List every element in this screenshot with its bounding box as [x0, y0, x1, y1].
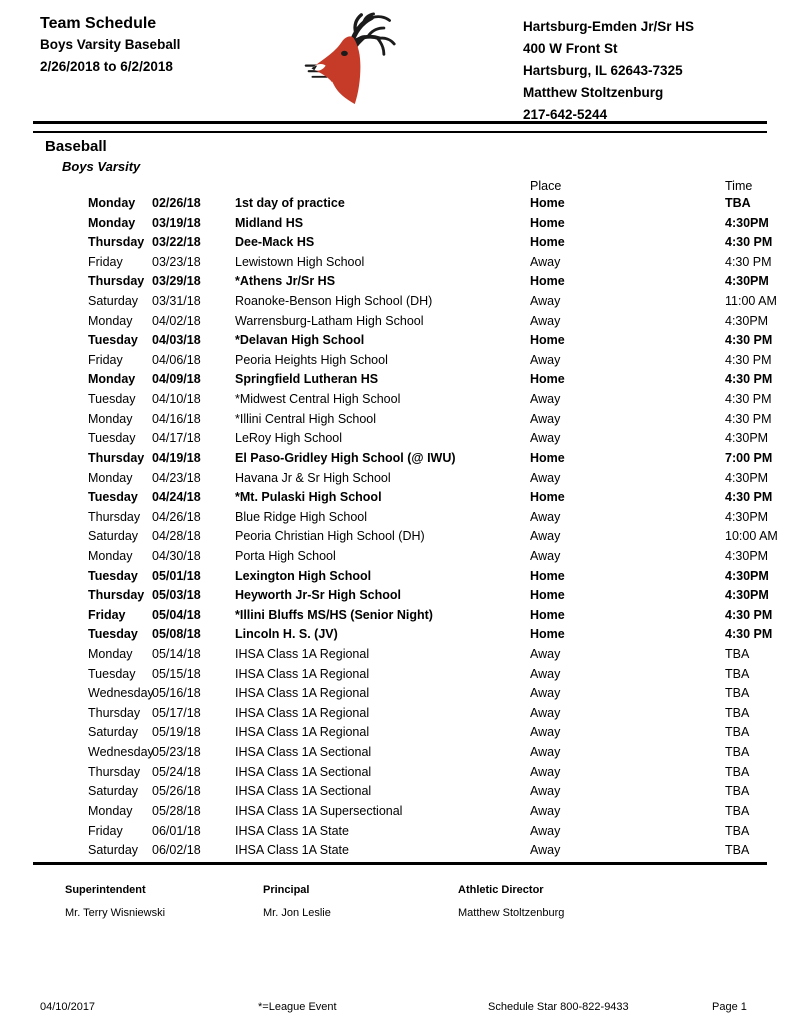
row-day: Saturday [88, 843, 139, 858]
row-place: Home [530, 490, 565, 505]
row-date: 05/15/18 [152, 666, 201, 681]
row-day: Monday [88, 647, 133, 662]
row-opponent: 1st day of practice [235, 196, 345, 210]
table-row [88, 743, 778, 763]
row-opponent: Lexington High School [235, 568, 372, 583]
row-date: 05/16/18 [152, 686, 201, 701]
row-day: Monday [88, 411, 133, 426]
table-row [88, 429, 778, 449]
table-row [88, 292, 778, 312]
row-time: 4:30 PM [725, 392, 772, 407]
row-place: Away [530, 352, 561, 367]
row-time: 4:30PM [725, 215, 769, 230]
row-opponent: Peoria Christian High School (DH) [235, 529, 425, 544]
row-time: 4:30PM [725, 274, 769, 289]
row-date: 05/24/18 [152, 764, 201, 779]
row-date: 05/19/18 [152, 725, 201, 740]
row-day: Tuesday [88, 431, 136, 446]
row-day: Friday [88, 254, 123, 269]
row-day: Saturday [88, 529, 139, 544]
row-date: 06/02/18 [152, 843, 201, 858]
league-event-legend: *=League Event [258, 1001, 337, 1013]
row-place: Away [530, 666, 561, 681]
row-opponent: IHSA Class 1A Regional [235, 686, 370, 701]
row-time: TBA [725, 666, 750, 681]
row-time: 7:00 PM [725, 450, 773, 465]
school-phone: 217-642-5244 [523, 107, 608, 122]
table-row [88, 822, 778, 842]
row-date: 05/04/18 [152, 607, 201, 622]
row-opponent: IHSA Class 1A Sectional [235, 784, 372, 799]
row-day: Tuesday [88, 627, 138, 642]
header-team-block [40, 13, 180, 78]
row-time: TBA [725, 784, 750, 799]
row-day: Thursday [88, 588, 145, 603]
page-title: Team Schedule [40, 15, 157, 32]
row-day: Monday [88, 803, 133, 818]
row-opponent: *Delavan High School [235, 333, 365, 348]
table-row [88, 782, 778, 802]
row-date: 04/28/18 [152, 529, 201, 544]
table-row [88, 841, 778, 861]
row-opponent: Roanoke-Benson High School (DH) [235, 294, 433, 309]
row-day: Thursday [88, 274, 145, 289]
staff-name: Matthew Stoltzenburg [458, 907, 565, 919]
table-row [88, 214, 778, 234]
row-time: TBA [725, 705, 750, 720]
table-row [88, 586, 778, 606]
row-opponent: *Mt. Pulaski High School [235, 490, 382, 505]
row-day: Thursday [88, 450, 145, 465]
table-row [88, 469, 778, 489]
school-city-state-zip: Hartsburg, IL 62643-7325 [523, 63, 683, 78]
school-name: Hartsburg-Emden Jr/Sr HS [523, 19, 695, 34]
row-place: Home [530, 372, 565, 387]
row-place: Away [530, 313, 561, 328]
row-opponent: Heyworth Jr-Sr High School [235, 588, 401, 603]
row-place: Home [530, 568, 565, 583]
table-row [88, 704, 778, 724]
header-school-block [523, 16, 694, 126]
row-place: Home [530, 627, 565, 642]
row-time: 4:30 PM [725, 490, 773, 505]
table-row [88, 351, 778, 371]
staff-superintendent [65, 884, 165, 919]
row-opponent: IHSA Class 1A Regional [235, 705, 370, 720]
staff-title: Principal [263, 884, 310, 896]
stag-mascot-icon [303, 12, 399, 106]
row-date: 04/17/18 [152, 431, 201, 446]
table-row [88, 233, 778, 253]
row-time: TBA [725, 745, 750, 760]
row-date: 05/28/18 [152, 803, 201, 818]
row-time: TBA [725, 764, 750, 779]
schedule-table [88, 180, 778, 861]
school-address: 400 W Front St [523, 41, 618, 56]
row-day: Tuesday [88, 490, 138, 505]
row-time: TBA [725, 647, 750, 662]
row-day: Wednesday [88, 686, 154, 701]
row-date: 04/06/18 [152, 352, 201, 367]
row-opponent: IHSA Class 1A Regional [235, 647, 370, 662]
row-date: 03/19/18 [152, 215, 201, 230]
row-place: Away [530, 725, 561, 740]
row-date: 05/17/18 [152, 705, 201, 720]
row-day: Friday [88, 823, 123, 838]
row-opponent: Blue Ridge High School [235, 509, 368, 524]
row-date: 04/03/18 [152, 333, 201, 348]
row-day: Friday [88, 352, 123, 367]
table-row [88, 331, 778, 351]
row-date: 04/09/18 [152, 372, 201, 387]
row-time: 4:30PM [725, 470, 769, 485]
table-row [88, 567, 778, 587]
row-date: 04/30/18 [152, 548, 201, 563]
col-place-header: Place [530, 179, 562, 193]
row-day: Monday [88, 372, 136, 387]
row-day: Monday [88, 215, 136, 230]
row-date: 03/29/18 [152, 274, 201, 289]
row-place: Away [530, 784, 561, 799]
table-row [88, 547, 778, 567]
table-row [88, 723, 778, 743]
row-place: Away [530, 705, 561, 720]
row-day: Friday [88, 607, 126, 622]
row-opponent: Dee-Mack HS [235, 235, 315, 250]
row-place: Away [530, 470, 561, 485]
table-row [88, 763, 778, 783]
row-opponent: Springfield Lutheran HS [235, 372, 379, 387]
table-row [88, 312, 778, 332]
row-time: 4:30PM [725, 509, 769, 524]
row-day: Tuesday [88, 392, 136, 407]
row-time: 11:00 AM [725, 294, 777, 309]
row-time: 4:30PM [725, 568, 769, 583]
row-day: Thursday [88, 509, 141, 524]
row-day: Thursday [88, 705, 141, 720]
row-opponent: IHSA Class 1A Sectional [235, 745, 372, 760]
table-row [88, 194, 778, 214]
row-day: Saturday [88, 725, 139, 740]
row-opponent: Midland HS [235, 215, 304, 230]
row-opponent: IHSA Class 1A State [235, 843, 349, 858]
row-place: Away [530, 431, 561, 446]
row-time: TBA [725, 196, 751, 210]
row-place: Home [530, 588, 565, 603]
row-opponent: LeRoy High School [235, 431, 343, 446]
row-place: Home [530, 235, 565, 250]
table-row [88, 645, 778, 665]
row-day: Saturday [88, 294, 139, 309]
row-day: Thursday [88, 764, 141, 779]
row-time: 4:30PM [725, 548, 769, 563]
staff-principal [263, 884, 331, 919]
row-date: 04/26/18 [152, 509, 201, 524]
table-row [88, 684, 778, 704]
staff-title: Superintendent [65, 884, 146, 896]
table-row [88, 488, 778, 508]
row-place: Away [530, 548, 561, 563]
row-day: Thursday [88, 235, 145, 250]
row-opponent: *Illini Bluffs MS/HS (Senior Night) [235, 607, 433, 622]
row-date: 05/03/18 [152, 588, 201, 603]
row-place: Away [530, 843, 561, 858]
row-date: 03/23/18 [152, 254, 201, 269]
row-opponent: *Athens Jr/Sr HS [235, 274, 336, 289]
row-place: Home [530, 274, 565, 289]
row-date: 06/01/18 [152, 823, 201, 838]
row-day: Tuesday [88, 666, 136, 681]
row-opponent: IHSA Class 1A Regional [235, 666, 370, 681]
page-number: Page 1 [712, 1001, 747, 1013]
row-date: 05/08/18 [152, 627, 201, 642]
row-date: 05/23/18 [152, 745, 201, 760]
staff-title: Athletic Director [458, 884, 544, 896]
row-time: 10:00 AM [725, 529, 778, 544]
row-time: TBA [725, 686, 750, 701]
table-row [88, 606, 778, 626]
staff-athletic-director [458, 884, 564, 919]
row-date: 05/26/18 [152, 784, 201, 799]
col-opponent-header [235, 180, 530, 194]
row-time: 4:30 PM [725, 333, 773, 348]
schedule-table-header [88, 180, 778, 194]
row-time: 4:30 PM [725, 235, 773, 250]
row-place: Home [530, 450, 565, 465]
row-date: 03/31/18 [152, 294, 201, 309]
row-opponent: Lewistown High School [235, 254, 365, 269]
row-date: 04/10/18 [152, 392, 201, 407]
row-place: Away [530, 823, 561, 838]
row-opponent: IHSA Class 1A Sectional [235, 764, 372, 779]
row-date: 04/19/18 [152, 450, 201, 465]
row-date: 04/02/18 [152, 313, 201, 328]
row-day: Wednesday [88, 745, 154, 760]
row-opponent: IHSA Class 1A State [235, 823, 349, 838]
row-place: Away [530, 803, 561, 818]
school-contact-name: Matthew Stoltzenburg [523, 85, 664, 100]
row-opponent: Peoria Heights High School [235, 352, 388, 367]
row-place: Away [530, 529, 561, 544]
row-place: Home [530, 215, 565, 230]
row-time: 4:30 PM [725, 607, 773, 622]
col-date-header [152, 180, 235, 194]
table-row [88, 665, 778, 685]
team-name: Boys Varsity Baseball [40, 37, 181, 52]
row-time: TBA [725, 725, 750, 740]
row-day: Tuesday [88, 333, 138, 348]
row-date: 04/24/18 [152, 490, 201, 505]
row-time: TBA [725, 803, 750, 818]
row-time: TBA [725, 823, 750, 838]
row-day: Monday [88, 196, 136, 210]
row-opponent: Warrensburg-Latham High School [235, 313, 424, 328]
row-day: Monday [88, 548, 133, 563]
row-opponent: El Paso-Gridley High School (@ IWU) [235, 450, 456, 465]
row-date: 05/14/18 [152, 647, 201, 662]
row-time: 4:30 PM [725, 627, 773, 642]
col-day-header [88, 180, 152, 194]
row-place: Home [530, 607, 565, 622]
row-day: Tuesday [88, 568, 138, 583]
season-date-range: 2/26/2018 to 6/2/2018 [40, 59, 173, 74]
sport-section-title: Baseball [45, 138, 107, 155]
row-place: Away [530, 509, 561, 524]
row-place: Away [530, 294, 561, 309]
vendor-credit: Schedule Star 800-822-9433 [488, 1001, 629, 1013]
table-row [88, 410, 778, 430]
row-day: Saturday [88, 784, 139, 799]
footer-divider-rule [33, 862, 767, 865]
table-row [88, 802, 778, 822]
row-time: 4:30PM [725, 431, 769, 446]
row-date: 02/26/18 [152, 196, 201, 210]
row-place: Away [530, 686, 561, 701]
staff-name: Mr. Terry Wisniewski [65, 907, 166, 919]
row-time: 4:30 PM [725, 372, 773, 387]
row-place: Away [530, 254, 561, 269]
row-date: 03/22/18 [152, 235, 201, 250]
row-opponent: *Midwest Central High School [235, 392, 401, 407]
row-opponent: IHSA Class 1A Regional [235, 725, 370, 740]
print-date: 04/10/2017 [40, 1001, 96, 1013]
row-opponent: IHSA Class 1A Supersectional [235, 803, 403, 818]
row-place: Away [530, 392, 561, 407]
row-time: TBA [725, 843, 750, 858]
row-place: Home [530, 196, 565, 210]
schedule-rows [88, 194, 778, 861]
table-row [88, 253, 778, 273]
table-row [88, 449, 778, 469]
row-place: Away [530, 411, 561, 426]
row-date: 05/01/18 [152, 568, 201, 583]
row-date: 04/16/18 [152, 411, 201, 426]
staff-name: Mr. Jon Leslie [263, 907, 331, 919]
row-time: 4:30 PM [725, 411, 772, 426]
table-row [88, 390, 778, 410]
row-day: Monday [88, 470, 133, 485]
row-opponent: Havana Jr & Sr High School [235, 470, 391, 485]
row-place: Away [530, 647, 561, 662]
row-time: 4:30 PM [725, 254, 772, 269]
row-opponent: Porta High School [235, 548, 336, 563]
row-date: 04/23/18 [152, 470, 201, 485]
row-opponent: *Illini Central High School [235, 411, 377, 426]
row-place: Away [530, 764, 561, 779]
table-row [88, 370, 778, 390]
table-row [88, 508, 778, 528]
header-divider-rule [33, 121, 767, 133]
table-row [88, 625, 778, 645]
table-row [88, 272, 778, 292]
row-time: 4:30PM [725, 588, 769, 603]
team-level-subtitle: Boys Varsity [62, 159, 141, 174]
row-time: 4:30 PM [725, 352, 772, 367]
row-day: Monday [88, 313, 133, 328]
row-opponent: Lincoln H. S. (JV) [235, 627, 338, 642]
row-place: Away [530, 745, 561, 760]
row-place: Home [530, 333, 565, 348]
table-row [88, 527, 778, 547]
col-time-header: Time [725, 179, 753, 193]
row-time: 4:30PM [725, 313, 769, 328]
